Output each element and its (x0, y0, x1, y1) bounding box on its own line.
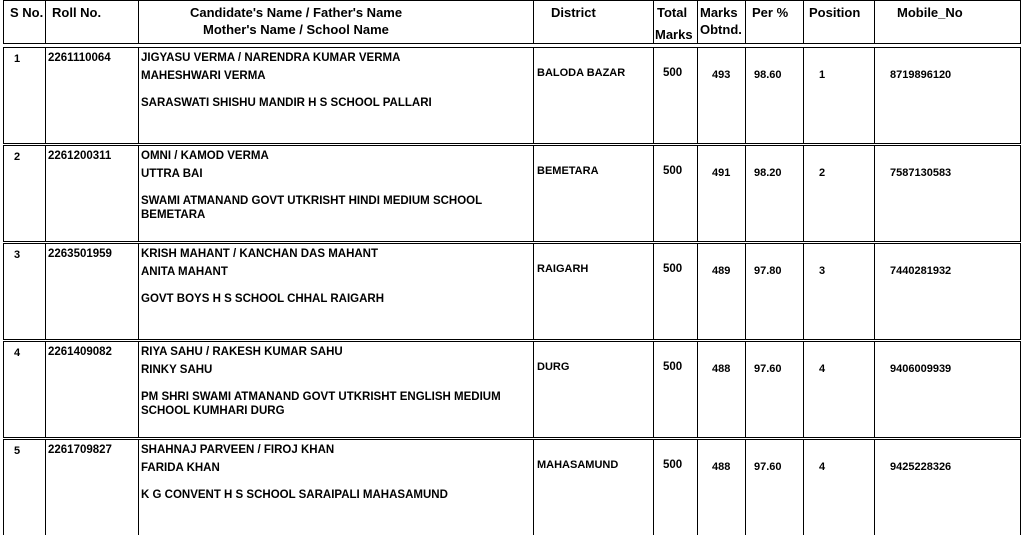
row-divider (45, 47, 46, 144)
row-divider (697, 145, 698, 242)
cell-mother-name: UTTRA BAI (141, 168, 203, 180)
header-name-line2: Mother's Name / School Name (203, 22, 389, 37)
cell-percentage: 97.60 (754, 461, 782, 473)
row-divider (653, 439, 654, 535)
header-divider (697, 0, 698, 44)
cell-marks-obtained: 488 (712, 461, 731, 473)
cell-district: RAIGARH (537, 263, 589, 275)
header-bottom-border (3, 43, 1021, 44)
cell-total-marks: 500 (663, 263, 683, 275)
cell-marks-obtained: 491 (712, 167, 731, 179)
cell-roll: 2261200311 (48, 150, 112, 162)
cell-total-marks: 500 (663, 459, 683, 471)
cell-position: 4 (819, 363, 826, 375)
cell-mother-name: MAHESHWARI VERMA (141, 70, 266, 82)
row-divider (874, 341, 875, 438)
row-divider (697, 341, 698, 438)
header-roll: Roll No. (52, 5, 102, 20)
cell-total-marks: 500 (663, 165, 683, 177)
cell-candidate-name: SHAHNAJ PARVEEN / FIROJ KHAN (141, 444, 335, 456)
row-bottom-border (3, 241, 1021, 242)
cell-school-name: PM SHRI SWAMI ATMANAND GOVT UTKRISHT ENGLISH MEDIUM SCHOOL KUMHARI DURG (141, 391, 501, 417)
header-total-line1: Total (657, 5, 688, 20)
header-divider (3, 0, 4, 44)
header-total-line2: Marks (655, 27, 693, 42)
header-divider (745, 0, 746, 44)
cell-percentage: 98.20 (754, 167, 782, 179)
row-divider (745, 243, 746, 340)
row-divider (533, 439, 534, 535)
cell-district: DURG (537, 361, 570, 373)
cell-marks-obtained: 488 (712, 363, 731, 375)
header-top-border (3, 0, 1021, 1)
row-divider (697, 439, 698, 535)
row-bottom-border (3, 437, 1021, 438)
row-divider (138, 47, 139, 144)
row-divider (874, 145, 875, 242)
row-top-border (3, 47, 1021, 48)
row-divider (533, 341, 534, 438)
header-mobile: Mobile_No (897, 5, 963, 20)
header-position: Position (809, 5, 861, 20)
header-divider (803, 0, 804, 44)
cell-percentage: 97.60 (754, 363, 782, 375)
cell-school-name: K G CONVENT H S SCHOOL SARAIPALI MAHASAMUND (141, 489, 448, 501)
cell-total-marks: 500 (663, 361, 683, 373)
cell-sno: 1 (14, 53, 21, 65)
header-divider (1020, 0, 1021, 44)
cell-school-name: SARASWATI SHISHU MANDIR H S SCHOOL PALLARI (141, 97, 432, 109)
cell-marks-obtained: 493 (712, 69, 731, 81)
row-divider (1020, 341, 1021, 438)
header-divider (874, 0, 875, 44)
row-divider (533, 145, 534, 242)
cell-mobile: 7440281932 (890, 265, 952, 277)
cell-candidate-name: OMNI / KAMOD VERMA (141, 150, 269, 162)
row-divider (45, 439, 46, 535)
header-divider (45, 0, 46, 44)
row-top-border (3, 439, 1021, 440)
cell-candidate-name: KRISH MAHANT / KANCHAN DAS MAHANT (141, 248, 379, 260)
row-divider (653, 145, 654, 242)
row-bottom-border (3, 143, 1021, 144)
row-divider (803, 47, 804, 144)
row-divider (653, 341, 654, 438)
row-top-border (3, 243, 1021, 244)
cell-roll: 2261709827 (48, 444, 112, 456)
cell-roll: 2263501959 (48, 248, 112, 260)
cell-school-name: SWAMI ATMANAND GOVT UTKRISHT HINDI MEDIUM SCHOOL BEMETARA (141, 195, 482, 221)
row-divider (3, 341, 4, 438)
row-divider (1020, 243, 1021, 340)
row-top-border (3, 341, 1021, 342)
row-divider (138, 439, 139, 535)
row-divider (533, 47, 534, 144)
cell-school-name: GOVT BOYS H S SCHOOL CHHAL RAIGARH (141, 293, 385, 305)
row-divider (697, 243, 698, 340)
cell-sno: 3 (14, 249, 21, 261)
row-divider (45, 243, 46, 340)
cell-position: 4 (819, 461, 826, 473)
row-divider (45, 145, 46, 242)
cell-mobile: 9425228326 (890, 461, 952, 473)
row-divider (138, 341, 139, 438)
row-top-border (3, 145, 1021, 146)
cell-percentage: 98.60 (754, 69, 782, 81)
cell-candidate-name: RIYA SAHU / RAKESH KUMAR SAHU (141, 346, 343, 358)
row-divider (1020, 47, 1021, 144)
header-marks-line1: Marks (700, 5, 738, 20)
row-divider (3, 243, 4, 340)
row-divider (3, 47, 4, 144)
cell-district: BALODA BAZAR (537, 67, 626, 79)
row-divider (533, 243, 534, 340)
header-sno: S No. (10, 5, 44, 20)
row-divider (138, 243, 139, 340)
row-divider (138, 145, 139, 242)
row-divider (653, 243, 654, 340)
row-divider (3, 439, 4, 535)
header-divider (533, 0, 534, 44)
row-divider (697, 47, 698, 144)
row-divider (803, 243, 804, 340)
cell-marks-obtained: 489 (712, 265, 731, 277)
row-divider (874, 243, 875, 340)
cell-district: BEMETARA (537, 165, 599, 177)
cell-mother-name: FARIDA KHAN (141, 462, 220, 474)
row-divider (745, 439, 746, 535)
cell-mobile: 8719896120 (890, 69, 952, 81)
row-divider (803, 439, 804, 535)
row-divider (874, 47, 875, 144)
row-divider (1020, 439, 1021, 535)
row-divider (745, 47, 746, 144)
cell-percentage: 97.80 (754, 265, 782, 277)
cell-total-marks: 500 (663, 67, 683, 79)
row-divider (45, 341, 46, 438)
cell-mobile: 9406009939 (890, 363, 952, 375)
cell-roll: 2261110064 (48, 52, 111, 64)
header-marks-line2: Obtnd. (700, 22, 742, 37)
cell-sno: 5 (14, 445, 21, 457)
cell-position: 1 (819, 69, 826, 81)
header-per: Per % (752, 5, 789, 20)
row-divider (803, 145, 804, 242)
row-divider (1020, 145, 1021, 242)
row-divider (803, 341, 804, 438)
header-district: District (551, 5, 596, 20)
cell-position: 3 (819, 265, 826, 277)
cell-mobile: 7587130583 (890, 167, 952, 179)
cell-sno: 2 (14, 151, 21, 163)
cell-roll: 2261409082 (48, 346, 112, 358)
row-divider (3, 145, 4, 242)
header-name-line1: Candidate's Name / Father's Name (190, 5, 403, 20)
cell-candidate-name: JIGYASU VERMA / NARENDRA KUMAR VERMA (141, 52, 401, 64)
row-divider (745, 341, 746, 438)
header-divider (138, 0, 139, 44)
cell-district: MAHASAMUND (537, 459, 619, 471)
row-divider (653, 47, 654, 144)
cell-sno: 4 (14, 347, 21, 359)
row-divider (874, 439, 875, 535)
header-divider (653, 0, 654, 44)
row-divider (745, 145, 746, 242)
cell-mother-name: ANITA MAHANT (141, 266, 228, 278)
row-bottom-border (3, 339, 1021, 340)
cell-position: 2 (819, 167, 826, 179)
cell-mother-name: RINKY SAHU (141, 364, 213, 376)
